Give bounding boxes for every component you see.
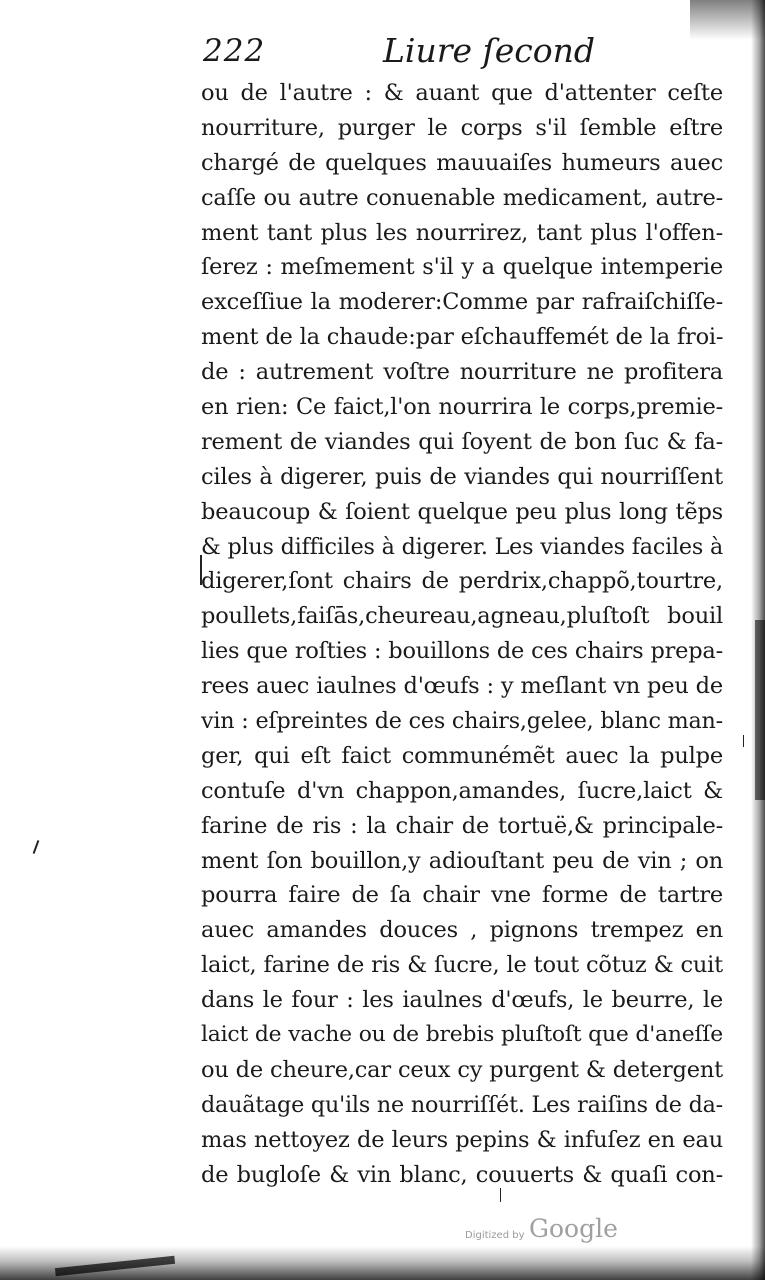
text-line: ment tant plus les nourrirez, tant plus l'offen- <box>201 219 723 246</box>
google-logo: Google <box>529 1214 618 1243</box>
text-line: ou de l'autre : & auant que d'attenter ceſte <box>201 80 723 106</box>
text-line: rement de viandes qui ſoyent de bon ſuc & fa- <box>201 428 723 455</box>
text-line: vin : eſpreintes de ces chairs,gelee, blanc man- <box>201 708 723 735</box>
text-line: ſerez : meſmement s'il y a quelque intemperie <box>201 254 723 281</box>
text-line: laict, farine de ris & ſucre, le tout cõtuz & cuit <box>201 952 723 979</box>
text-line: ment de la chaude:par eſchauffemét de la froi- <box>201 324 724 351</box>
text-line: beaucoup & ſoient quelque peu plus long tẽps <box>201 498 723 525</box>
text-line: de bugloſe & vin blanc, couuerts & quaſi con- <box>201 1161 723 1188</box>
text-line: laict de vache ou de brebis pluſtoſt que d'aneſſe <box>201 1022 723 1048</box>
text-line: nourriture, purger le corps s'il ſemble eſtre <box>201 114 723 141</box>
text-line: ou de cheure,car ceux cy purgent & detergent <box>201 1056 723 1083</box>
running-title: Liure ſecond <box>383 31 595 70</box>
page-speck <box>743 735 744 747</box>
text-line: lies que roſties : bouillons de ces chairs prepa- <box>201 638 723 665</box>
text-line: exceſſiue la moderer:Comme par rafraiſchiſſe- <box>201 289 723 316</box>
text-line: dauãtage qu'ils ne nourriſſét. Les raiſins de da- <box>201 1091 723 1118</box>
text-line: dans le four : les iaulnes d'œufs, le beurre, le <box>201 987 723 1014</box>
text-line: en rien: Ce faict,l'on nourrira le corps,premie- <box>201 394 723 421</box>
page-speck <box>33 840 40 854</box>
page-number: 222 <box>203 33 266 69</box>
text-line: auec amandes douces , pignons trempez en <box>201 917 723 944</box>
watermark-prefix: Digitized by <box>465 1230 525 1241</box>
text-line: caſſe ou autre conuenable medicament, autre- <box>201 184 723 211</box>
text-line: chargé de quelques mauuaiſes humeurs auec <box>201 149 723 176</box>
text-line: rees auec iaulnes d'œufs : y meſlant vn peu de <box>201 673 723 700</box>
text-line: pourra faire de ſa chair vne forme de tartre <box>201 882 723 909</box>
body-text <box>201 76 723 1193</box>
text-line: contuſe d'vn chappon,amandes, ſucre,laict & <box>201 777 723 804</box>
text-line: poullets,faiſās,cheureau,agneau,pluſtoſt bouil <box>201 603 723 630</box>
text-line: & plus difficiles à digerer. Les viandes faciles à <box>201 533 723 560</box>
text-line: ment ſon bouillon,y adiouſtant peu de vin ; on <box>201 847 723 874</box>
text-line: ciles à digerer, puis de viandes qui nourriſſent <box>201 463 723 490</box>
text-line: digerer,ſont chairs de perdrix,chappõ,tourtre, <box>201 568 723 595</box>
text-line: de : autrement voſtre nourriture ne profitera <box>201 359 723 386</box>
text-line: ger, qui eſt faict communémẽt auec la pulpe <box>201 742 723 769</box>
page-edge-tear <box>755 620 765 800</box>
text-line: mas nettoyez de leurs pepins & infuſez en eau <box>201 1126 723 1153</box>
text-line: farine de ris : la chair de tortuë,& principale- <box>201 812 723 839</box>
page-header <box>203 30 703 72</box>
